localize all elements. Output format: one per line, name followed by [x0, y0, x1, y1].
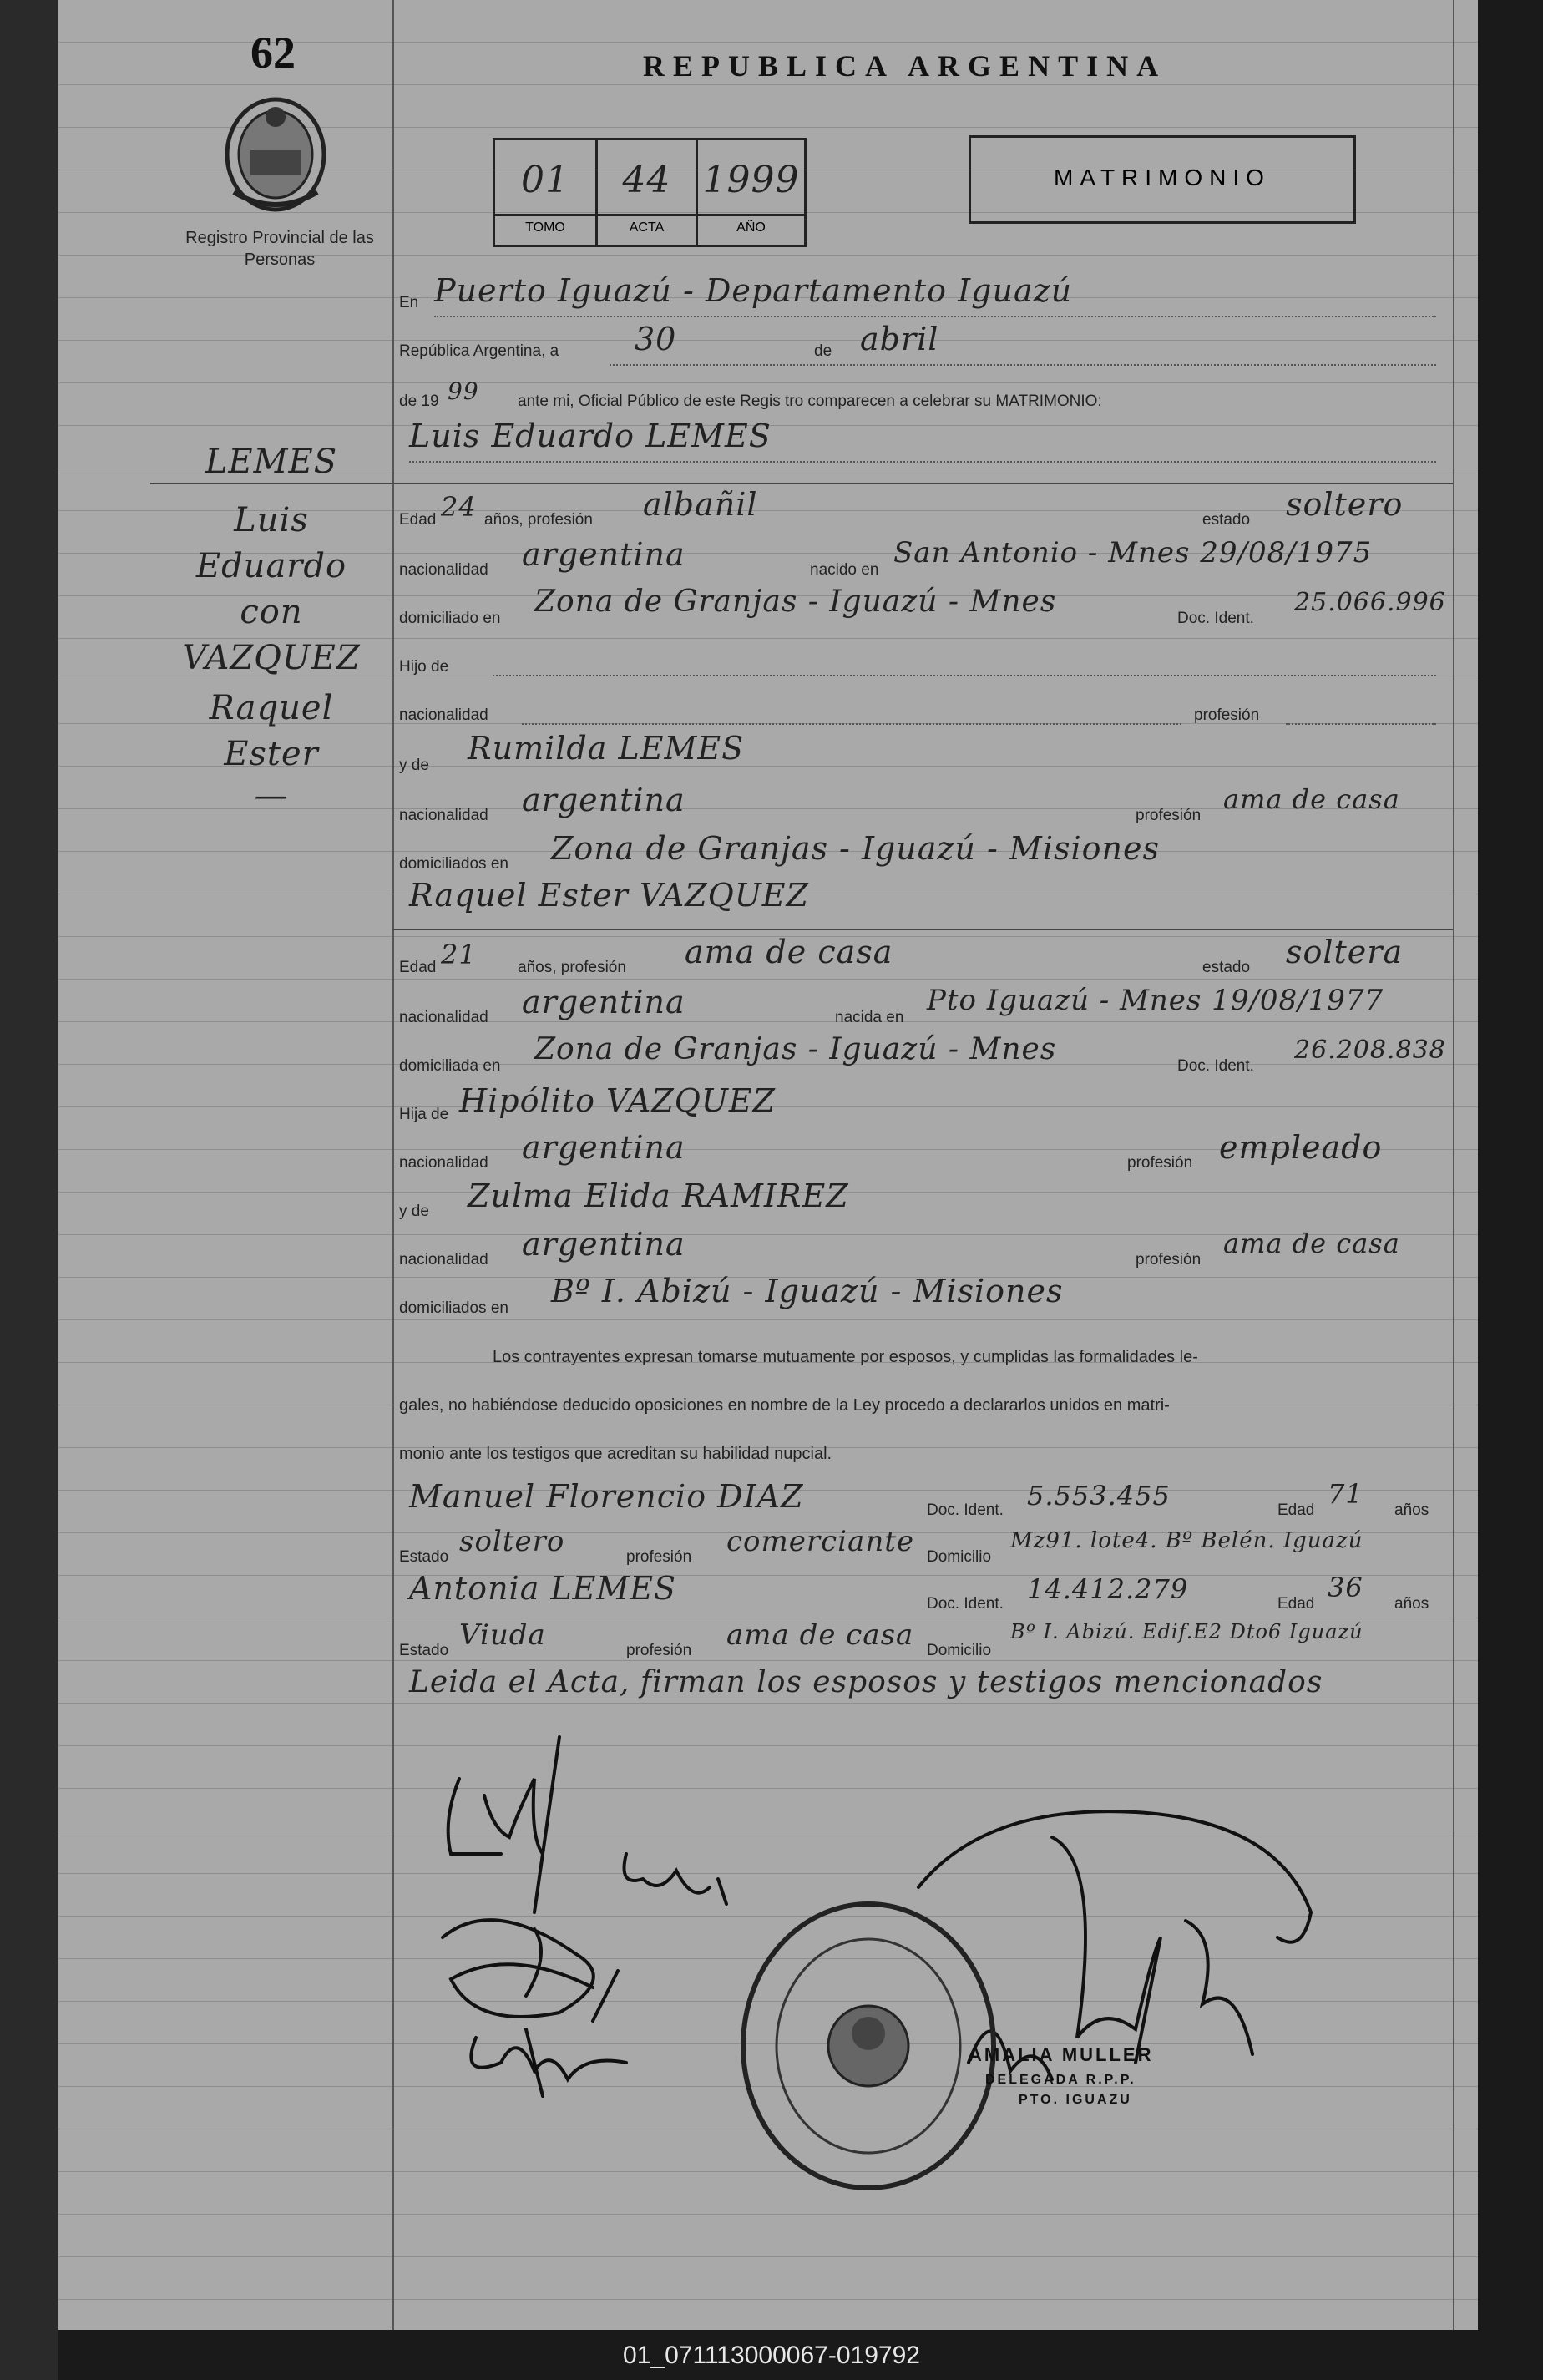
stamp-title: DELEGADA R.P.P.	[985, 2073, 1136, 2087]
witness-1-status-label: Estado	[399, 1548, 449, 1566]
bride-mother: Zulma Elida RAMIREZ	[468, 1177, 849, 1214]
groom-nationality: argentina	[522, 536, 685, 573]
republica-label: República Argentina, a	[399, 342, 559, 360]
margin-given-1b: Eduardo	[195, 547, 347, 585]
bride-mother-prof: ama de casa	[1223, 1228, 1400, 1259]
bride-address-label: domiciliada en	[399, 1057, 501, 1075]
bride-mother-label: y de	[399, 1203, 429, 1220]
witness-1-doc-label: Doc. Ident.	[927, 1501, 1004, 1519]
groom-address: Zona de Granjas - Iguazú - Mnes	[534, 585, 1057, 619]
bride-divider	[392, 929, 1453, 930]
act-type-box	[969, 135, 1356, 224]
act-type: MATRIMONIO	[1054, 165, 1271, 190]
groom-mother-nat-label: nacionalidad	[399, 807, 488, 824]
legal-line-3: monio ante los testigos que acreditan su habilidad nupcial.	[399, 1445, 832, 1463]
bride-father-prof-label: profesión	[1127, 1154, 1193, 1172]
bride-father-nat: argentina	[522, 1129, 685, 1166]
margin-rule	[392, 0, 394, 2330]
registry-name: Registro Provincial de las Personas	[185, 229, 374, 269]
bride-address: Zona de Granjas - Iguazú - Mnes	[534, 1032, 1057, 1066]
witness-1-profession: comerciante	[726, 1525, 914, 1558]
bride-father: Hipólito VAZQUEZ	[459, 1082, 777, 1119]
groom-parents-address: Zona de Granjas - Iguazú - Misiones	[551, 830, 1160, 867]
anio-label: AÑO	[736, 220, 766, 235]
registry-seal	[735, 1896, 1002, 2196]
legal-line-2: gales, no habiéndose deducido oposiciones en nombre de la Ley procedo a declararlos unidos en matri-	[399, 1396, 1170, 1415]
bride-status-label: estado	[1202, 959, 1251, 976]
groom-age-label: Edad	[399, 511, 437, 529]
acta-value: 44	[622, 159, 671, 201]
bride-doc-label: Doc. Ident.	[1177, 1057, 1254, 1075]
bride-profession-label: años, profesión	[518, 959, 626, 976]
anio-value: 1999	[702, 159, 800, 201]
groom-father-prof-label: profesión	[1194, 706, 1260, 724]
statement: ante mi, Oficial Público de este Regis tro comparecen a celebrar su MATRIMONIO:	[518, 392, 1102, 410]
year-suffix: 99	[448, 377, 479, 405]
groom-parents-address-label: domiciliados en	[399, 855, 508, 873]
groom-born-in: San Antonio - Mnes 29/08/1975	[893, 536, 1373, 570]
witness-1-status: soltero	[459, 1525, 565, 1558]
groom-born-label: nacido en	[810, 561, 879, 579]
margin-surname-1: LEMES	[205, 443, 338, 481]
bride-profession: ama de casa	[685, 934, 893, 970]
margin-given-2a: Raquel	[209, 689, 334, 727]
bride-mother-nat-label: nacionalidad	[399, 1251, 488, 1268]
register-page	[58, 0, 1478, 2330]
witness-2-doc-label: Doc. Ident.	[927, 1595, 1004, 1613]
month-value: abril	[860, 321, 939, 357]
groom-status: soltero	[1286, 486, 1404, 523]
groom-profession: albañil	[643, 486, 758, 523]
stamp-location: PTO. IGUAZU	[1019, 2093, 1132, 2107]
groom-doc: 25.066.996	[1294, 588, 1446, 617]
groom-nat-label: nacionalidad	[399, 561, 488, 579]
witness-1-address: Mz91. lote4. Bº Belén. Iguazú	[1010, 1528, 1363, 1553]
bride-status: soltera	[1286, 934, 1404, 970]
witness-2-doc: 14.412.279	[1027, 1573, 1189, 1605]
groom-mother-prof: ama de casa	[1223, 783, 1400, 815]
de-label: de	[814, 342, 832, 360]
bride-mother-prof-label: profesión	[1136, 1251, 1202, 1268]
groom-status-label: estado	[1202, 511, 1251, 529]
groom-father-nat-label: nacionalidad	[399, 706, 488, 724]
witness-2-age: 36	[1328, 1572, 1363, 1603]
groom-doc-label: Doc. Ident.	[1177, 610, 1254, 627]
witness-2-age-label: Edad	[1277, 1595, 1315, 1613]
bride-parents-address-label: domiciliados en	[399, 1299, 508, 1317]
groom-profession-label: años, profesión	[484, 511, 593, 529]
bride-father-prof: empleado	[1219, 1129, 1383, 1166]
witness-2-name: Antonia LEMES	[409, 1570, 677, 1607]
bride-mother-nat: argentina	[522, 1226, 685, 1263]
witness-1-name: Manuel Florencio DIAZ	[409, 1478, 804, 1515]
groom-mother-nat: argentina	[522, 782, 685, 818]
bride-born-in: Pto Iguazú - Mnes 19/08/1977	[927, 984, 1384, 1017]
witness-1-age-label: Edad	[1277, 1501, 1315, 1519]
margin-given-1a: Luis	[234, 501, 309, 539]
bride-father-label: Hija de	[399, 1106, 449, 1123]
witness-1-profession-label: profesión	[626, 1548, 692, 1566]
bride-name: Raquel Ester VAZQUEZ	[409, 877, 809, 914]
bride-age-label: Edad	[399, 959, 437, 976]
footer-id: 01_071113000067-019792	[623, 2342, 920, 2369]
groom-address-label: domiciliado en	[399, 610, 501, 627]
en-label: En	[399, 294, 419, 311]
place-value: Puerto Iguazú - Departamento Iguazú	[434, 272, 1073, 309]
bride-father-nat-label: nacionalidad	[399, 1154, 488, 1172]
groom-mother: Rumilda LEMES	[468, 730, 745, 767]
margin-conj: con	[240, 593, 303, 631]
bride-nat-label: nacionalidad	[399, 1009, 488, 1026]
witness-1-address-label: Domicilio	[927, 1548, 992, 1566]
witness-2-status-label: Estado	[399, 1642, 449, 1659]
bride-age: 21	[441, 939, 477, 970]
witness-2-address-label: Domicilio	[927, 1642, 992, 1659]
bride-nationality: argentina	[522, 984, 685, 1020]
year-prefix: de 19	[399, 392, 439, 410]
closing-statement: Leida el Acta, firman los esposos y testigos mencionados	[409, 1665, 1323, 1699]
bride-parents-address: Bº I. Abizú - Iguazú - Misiones	[551, 1273, 1064, 1309]
groom-name: Luis Eduardo LEMES	[409, 418, 772, 454]
day-value: 30	[635, 321, 677, 357]
book-binding-edge	[0, 0, 58, 2380]
witness-2-address: Bº I. Abizú. Edif.E2 Dto6 Iguazú	[1010, 1620, 1363, 1643]
margin-dash: —	[254, 777, 289, 815]
bride-doc: 26.208.838	[1294, 1036, 1446, 1065]
witness-2-status: Viuda	[459, 1618, 546, 1652]
groom-age: 24	[441, 491, 477, 523]
right-rule	[1453, 0, 1454, 2330]
tomo-label: TOMO	[525, 220, 565, 235]
bride-born-label: nacida en	[835, 1009, 904, 1026]
witness-1-age: 71	[1328, 1478, 1363, 1510]
groom-divider	[392, 483, 1453, 484]
page-number: 62	[250, 28, 296, 78]
witness-1-years-label: años	[1394, 1501, 1429, 1519]
tomo-value: 01	[521, 159, 569, 201]
witness-1-doc: 5.553.455	[1027, 1480, 1171, 1512]
witness-2-years-label: años	[1394, 1595, 1429, 1613]
groom-mother-label: y de	[399, 757, 429, 774]
coat-of-arms-icon	[217, 92, 334, 217]
witness-2-profession-label: profesión	[626, 1642, 692, 1659]
margin-divider	[150, 483, 392, 484]
legal-line-1: Los contrayentes expresan tomarse mutuamente por esposos, y cumplidas las formalidades le-	[493, 1348, 1198, 1366]
groom-father-label: Hijo de	[399, 658, 449, 676]
margin-given-2b: Ester	[224, 735, 319, 773]
groom-mother-prof-label: profesión	[1136, 807, 1202, 824]
record-number-box	[493, 138, 807, 247]
country-title: REPUBLICA ARGENTINA	[643, 49, 1167, 83]
margin-surname-2: VAZQUEZ	[182, 639, 361, 677]
stamp-name: AMALIA MULLER	[969, 2044, 1154, 2065]
acta-label: ACTA	[629, 220, 665, 235]
witness-2-profession: ama de casa	[726, 1618, 914, 1652]
